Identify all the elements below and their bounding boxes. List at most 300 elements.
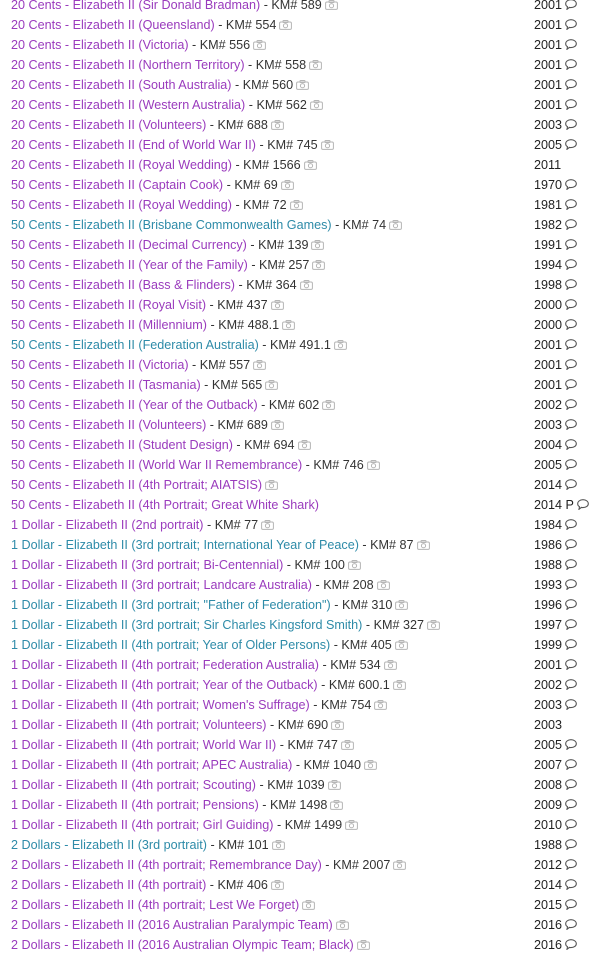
catalog-number: - KM# 491.1 bbox=[258, 338, 331, 352]
coin-title-link[interactable]: 20 Cents - Elizabeth II (Volunteers) bbox=[11, 118, 207, 132]
coin-year-cell bbox=[534, 855, 577, 875]
coin-year-cell bbox=[534, 555, 577, 575]
camera-icon[interactable] bbox=[328, 776, 341, 786]
comment-icon[interactable] bbox=[565, 256, 577, 267]
catalog-number: - KM# 2007 bbox=[321, 858, 391, 872]
coin-entry bbox=[11, 75, 309, 95]
coin-entry bbox=[11, 55, 322, 75]
comment-icon[interactable] bbox=[565, 896, 577, 907]
coin-year-cell bbox=[534, 295, 577, 315]
comment-icon[interactable] bbox=[565, 316, 577, 327]
coin-year-cell bbox=[534, 815, 577, 835]
coin-entry bbox=[11, 715, 344, 735]
camera-icon[interactable] bbox=[309, 56, 322, 66]
coin-year-cell bbox=[534, 195, 577, 215]
coin-year-cell bbox=[534, 735, 577, 755]
coin-title-link[interactable]: 20 Cents - Elizabeth II (Northern Territory) bbox=[11, 58, 245, 72]
comment-icon[interactable] bbox=[565, 576, 577, 587]
coin-title-link[interactable]: 1 Dollar - Elizabeth II (2nd portrait) bbox=[11, 518, 204, 532]
coin-row bbox=[0, 155, 606, 175]
coin-title-link[interactable]: 1 Dollar - Elizabeth II (4th portrait; APEC Australia) bbox=[11, 758, 293, 772]
coin-title-link[interactable]: 1 Dollar - Elizabeth II (4th portrait; Federation Australia) bbox=[11, 658, 319, 672]
coin-title-link[interactable]: 2 Dollars - Elizabeth II (3rd portrait) bbox=[11, 838, 207, 852]
coin-row bbox=[0, 415, 606, 435]
coin-title-link[interactable]: 50 Cents - Elizabeth II (Decimal Currency) bbox=[11, 238, 247, 252]
coin-title-link[interactable]: 20 Cents - Elizabeth II (Queensland) bbox=[11, 18, 215, 32]
coin-year: 1994 bbox=[534, 258, 563, 272]
coin-title-link[interactable]: 50 Cents - Elizabeth II (Millennium) bbox=[11, 318, 207, 332]
camera-icon[interactable] bbox=[334, 336, 347, 346]
coin-title-link[interactable]: 1 Dollar - Elizabeth II (4th portrait; Year of Older Persons) bbox=[11, 638, 331, 652]
coin-row bbox=[0, 935, 606, 955]
coin-entry bbox=[11, 815, 358, 835]
coin-year: 1991 bbox=[534, 238, 563, 252]
camera-icon[interactable] bbox=[393, 856, 406, 866]
coin-entry bbox=[11, 475, 278, 495]
coin-row bbox=[0, 595, 606, 615]
catalog-number: - KM# 1040 bbox=[292, 758, 362, 772]
coin-year-cell bbox=[534, 655, 577, 675]
camera-icon[interactable] bbox=[253, 36, 266, 46]
comment-icon[interactable] bbox=[565, 136, 577, 147]
coin-title-link[interactable]: 50 Cents - Elizabeth II (Bass & Flinders) bbox=[11, 278, 235, 292]
coin-year: 1998 bbox=[534, 278, 563, 292]
coin-title-link[interactable]: 50 Cents - Elizabeth II (Captain Cook) bbox=[11, 178, 224, 192]
coin-year-cell bbox=[534, 35, 577, 55]
camera-icon[interactable] bbox=[330, 796, 343, 806]
coin-year: 1981 bbox=[534, 198, 563, 212]
coin-title-link[interactable]: 1 Dollar - Elizabeth II (3rd portrait; International Year of Peace) bbox=[11, 538, 359, 552]
coin-year-cell bbox=[534, 55, 577, 75]
coin-title-link[interactable]: 1 Dollar - Elizabeth II (4th portrait; Women's Suffrage) bbox=[11, 698, 310, 712]
coin-entry bbox=[11, 675, 406, 695]
coin-year: 1982 bbox=[534, 218, 563, 232]
camera-icon[interactable] bbox=[311, 236, 324, 246]
comment-icon[interactable] bbox=[565, 756, 577, 767]
coin-title-link[interactable]: 50 Cents - Elizabeth II (Royal Visit) bbox=[11, 298, 207, 312]
coin-title-link[interactable]: 50 Cents - Elizabeth II (Volunteers) bbox=[11, 418, 207, 432]
coin-year: 1988 bbox=[534, 558, 563, 572]
comment-icon[interactable] bbox=[565, 596, 577, 607]
comment-icon[interactable] bbox=[565, 676, 577, 687]
camera-icon[interactable] bbox=[279, 16, 292, 26]
coin-year: 2001 bbox=[534, 0, 563, 12]
coin-title-link[interactable]: 20 Cents - Elizabeth II (Western Australia) bbox=[11, 98, 246, 112]
coin-title-link[interactable]: 1 Dollar - Elizabeth II (4th portrait; World War II) bbox=[11, 738, 277, 752]
coin-row bbox=[0, 115, 606, 135]
coin-title-link[interactable]: 2 Dollars - Elizabeth II (4th portrait; Lest We Forget) bbox=[11, 898, 300, 912]
coin-row bbox=[0, 915, 606, 935]
coin-entry bbox=[11, 455, 380, 475]
catalog-number: - KM# 488.1 bbox=[206, 318, 280, 332]
coin-year: 1984 bbox=[534, 518, 563, 532]
coin-year: 2001 bbox=[534, 18, 563, 32]
coin-title-link[interactable]: 50 Cents - Elizabeth II (4th Portrait; AIATSIS) bbox=[11, 478, 263, 492]
catalog-number: - KM# 1499 bbox=[273, 818, 343, 832]
coin-entry bbox=[11, 175, 294, 195]
comment-icon[interactable] bbox=[565, 776, 577, 787]
coin-year-cell bbox=[534, 635, 577, 655]
coin-year: 2005 bbox=[534, 458, 563, 472]
catalog-number: - KM# 327 bbox=[362, 618, 424, 632]
coin-year-cell bbox=[534, 755, 577, 775]
coin-year: 2015 bbox=[534, 898, 563, 912]
coin-year-cell bbox=[534, 475, 577, 495]
camera-icon[interactable] bbox=[296, 76, 309, 86]
coin-row bbox=[0, 895, 606, 915]
coin-title-link[interactable]: 1 Dollar - Elizabeth II (3rd portrait; "Father of Federation") bbox=[11, 598, 331, 612]
catalog-number: - KM# 74 bbox=[331, 218, 387, 232]
coin-title-link[interactable]: 2 Dollars - Elizabeth II (4th portrait) bbox=[11, 878, 207, 892]
camera-icon[interactable] bbox=[384, 656, 397, 666]
coin-year-cell bbox=[534, 0, 577, 15]
camera-icon[interactable] bbox=[282, 316, 295, 326]
coin-year: 1997 bbox=[534, 618, 563, 632]
coin-row bbox=[0, 695, 606, 715]
coin-title-link[interactable]: 1 Dollar - Elizabeth II (3rd portrait; Bi-Centennial) bbox=[11, 558, 284, 572]
catalog-number: - KM# 257 bbox=[247, 258, 310, 272]
coin-title-link[interactable]: 50 Cents - Elizabeth II (4th Portrait; Great White Shark) bbox=[11, 498, 319, 512]
coin-year: 2003 bbox=[534, 418, 563, 432]
coin-year: 2005 bbox=[534, 138, 563, 152]
comment-icon[interactable] bbox=[565, 536, 577, 547]
coin-year-cell bbox=[534, 395, 577, 415]
coin-title-link[interactable]: 50 Cents - Elizabeth II (Tasmania) bbox=[11, 378, 201, 392]
catalog-number: - KM# 565 bbox=[200, 378, 263, 392]
coin-entry bbox=[11, 895, 315, 915]
coin-title-link[interactable]: 1 Dollar - Elizabeth II (4th portrait; Girl Guiding) bbox=[11, 818, 274, 832]
comment-icon[interactable] bbox=[565, 816, 577, 827]
comment-icon[interactable] bbox=[565, 616, 577, 627]
catalog-number: - KM# 1039 bbox=[256, 778, 325, 792]
catalog-number: - KM# 689 bbox=[206, 418, 268, 432]
camera-icon[interactable] bbox=[265, 476, 278, 486]
coin-entry bbox=[11, 135, 334, 155]
coin-title-link[interactable]: 50 Cents - Elizabeth II (Brisbane Commonwealth Games) bbox=[11, 218, 332, 232]
coin-entry bbox=[11, 195, 303, 215]
coin-year-cell bbox=[534, 535, 577, 555]
camera-icon[interactable] bbox=[312, 256, 325, 266]
camera-icon[interactable] bbox=[300, 276, 313, 286]
comment-icon[interactable] bbox=[565, 116, 577, 127]
coin-title-link[interactable]: 1 Dollar - Elizabeth II (4th portrait; Scouting) bbox=[11, 778, 256, 792]
coin-year: 1999 bbox=[534, 638, 563, 652]
camera-icon[interactable] bbox=[271, 296, 284, 306]
comment-icon[interactable] bbox=[565, 916, 577, 927]
comment-icon[interactable] bbox=[565, 76, 577, 87]
camera-icon[interactable] bbox=[367, 456, 380, 466]
coin-row bbox=[0, 435, 606, 455]
camera-icon[interactable] bbox=[325, 0, 338, 6]
comment-icon[interactable] bbox=[565, 436, 577, 447]
camera-icon[interactable] bbox=[321, 136, 334, 146]
coin-year: 2008 bbox=[534, 778, 563, 792]
coin-entry bbox=[11, 795, 343, 815]
coin-row bbox=[0, 235, 606, 255]
coin-entry bbox=[11, 875, 284, 895]
coin-year-cell bbox=[534, 675, 577, 695]
coin-year: 2003 bbox=[534, 698, 563, 712]
coin-year: 1986 bbox=[534, 538, 563, 552]
coin-year: 2000 bbox=[534, 318, 563, 332]
coin-row bbox=[0, 0, 606, 15]
camera-icon[interactable] bbox=[322, 396, 335, 406]
catalog-number: - KM# 554 bbox=[214, 18, 277, 32]
comment-icon[interactable] bbox=[565, 336, 577, 347]
coin-year-cell bbox=[534, 95, 577, 115]
camera-icon[interactable] bbox=[253, 356, 266, 366]
coin-row bbox=[0, 295, 606, 315]
camera-icon[interactable] bbox=[395, 596, 408, 606]
coin-year: 1993 bbox=[534, 578, 563, 592]
comment-icon[interactable] bbox=[565, 276, 577, 287]
coin-year-cell bbox=[534, 315, 577, 335]
catalog-number: - KM# 100 bbox=[283, 558, 345, 572]
coin-title-link[interactable]: 20 Cents - Elizabeth II (South Australia) bbox=[11, 78, 232, 92]
comment-icon[interactable] bbox=[565, 236, 577, 247]
camera-icon[interactable] bbox=[395, 636, 408, 646]
coin-entry bbox=[11, 595, 408, 615]
coin-title-link[interactable]: 2 Dollars - Elizabeth II (2016 Australian Olympic Team; Black) bbox=[11, 938, 354, 952]
camera-icon[interactable] bbox=[345, 816, 358, 826]
coin-entry bbox=[11, 855, 406, 875]
coin-entry bbox=[11, 535, 430, 555]
comment-icon[interactable] bbox=[565, 456, 577, 467]
comment-icon[interactable] bbox=[565, 856, 577, 867]
camera-icon[interactable] bbox=[265, 376, 278, 386]
camera-icon[interactable] bbox=[272, 836, 285, 846]
comment-icon[interactable] bbox=[565, 36, 577, 47]
comment-icon[interactable] bbox=[565, 176, 577, 187]
catalog-number: - KM# 602 bbox=[257, 398, 320, 412]
catalog-number: - KM# 747 bbox=[276, 738, 338, 752]
coin-row bbox=[0, 715, 606, 735]
camera-icon[interactable] bbox=[271, 416, 284, 426]
coin-title-link[interactable]: 1 Dollar - Elizabeth II (3rd portrait; Landcare Australia) bbox=[11, 578, 312, 592]
comment-icon[interactable] bbox=[565, 476, 577, 487]
coin-entry bbox=[11, 555, 361, 575]
catalog-number: - KM# 87 bbox=[358, 538, 414, 552]
coin-year: 1996 bbox=[534, 598, 563, 612]
coin-year-cell bbox=[534, 75, 577, 95]
coin-title-link[interactable]: 1 Dollar - Elizabeth II (4th portrait; Pensions) bbox=[11, 798, 259, 812]
catalog-number: - KM# 1566 bbox=[231, 158, 301, 172]
coin-entry bbox=[11, 335, 347, 355]
coin-row bbox=[0, 735, 606, 755]
coin-title-link[interactable]: 1 Dollar - Elizabeth II (3rd portrait; Sir Charles Kingsford Smith) bbox=[11, 618, 363, 632]
coin-title-link[interactable]: 50 Cents - Elizabeth II (Year of the Outback) bbox=[11, 398, 258, 412]
coin-entry bbox=[11, 315, 295, 335]
coin-entry bbox=[11, 355, 266, 375]
coin-year: 2003 bbox=[534, 118, 563, 132]
coin-entry bbox=[11, 635, 408, 655]
camera-icon[interactable] bbox=[261, 516, 274, 526]
camera-icon[interactable] bbox=[374, 696, 387, 706]
coin-year-cell bbox=[534, 275, 577, 295]
coin-year: 2001 bbox=[534, 338, 563, 352]
comment-icon[interactable] bbox=[577, 496, 589, 507]
coin-row bbox=[0, 95, 606, 115]
coin-row bbox=[0, 175, 606, 195]
comment-icon[interactable] bbox=[565, 56, 577, 67]
catalog-number: - KM# 694 bbox=[232, 438, 295, 452]
camera-icon[interactable] bbox=[304, 156, 317, 166]
coin-year: 2003 bbox=[534, 718, 563, 732]
comment-icon[interactable] bbox=[565, 516, 577, 527]
comment-icon[interactable] bbox=[565, 356, 577, 367]
camera-icon[interactable] bbox=[348, 556, 361, 566]
coin-row bbox=[0, 215, 606, 235]
catalog-number: - KM# 745 bbox=[255, 138, 318, 152]
comment-icon[interactable] bbox=[565, 936, 577, 947]
coin-year-cell bbox=[534, 695, 577, 715]
comment-icon[interactable] bbox=[565, 656, 577, 667]
catalog-number: - KM# 310 bbox=[330, 598, 393, 612]
coin-entry bbox=[11, 615, 440, 635]
coin-entry bbox=[11, 95, 323, 115]
coin-year-cell bbox=[534, 235, 577, 255]
coin-year-cell bbox=[534, 255, 577, 275]
comment-icon[interactable] bbox=[565, 556, 577, 567]
coin-entry bbox=[11, 935, 370, 955]
camera-icon[interactable] bbox=[393, 676, 406, 686]
coin-year-cell bbox=[534, 175, 577, 195]
coin-year: 2002 bbox=[534, 398, 563, 412]
coin-title-link[interactable]: 20 Cents - Elizabeth II (Royal Wedding) bbox=[11, 158, 232, 172]
coin-entry bbox=[11, 775, 341, 795]
coin-year: 2014 bbox=[534, 478, 563, 492]
coin-entry bbox=[11, 35, 266, 55]
coin-year-cell bbox=[534, 495, 589, 515]
camera-icon[interactable] bbox=[310, 96, 323, 106]
coin-title-link[interactable]: 20 Cents - Elizabeth II (End of World War II) bbox=[11, 138, 256, 152]
coin-row bbox=[0, 395, 606, 415]
coin-year-cell bbox=[534, 835, 577, 855]
catalog-number: - KM# 746 bbox=[302, 458, 364, 472]
comment-icon[interactable] bbox=[565, 0, 577, 7]
coin-row bbox=[0, 855, 606, 875]
coin-title-link[interactable]: 50 Cents - Elizabeth II (World War II Remembrance) bbox=[11, 458, 303, 472]
comment-icon[interactable] bbox=[565, 696, 577, 707]
comment-icon[interactable] bbox=[565, 16, 577, 27]
camera-icon[interactable] bbox=[271, 116, 284, 126]
coin-title-link[interactable]: 50 Cents - Elizabeth II (Federation Australia) bbox=[11, 338, 259, 352]
coin-year-cell bbox=[534, 135, 577, 155]
coin-title-link[interactable]: 50 Cents - Elizabeth II (Year of the Family) bbox=[11, 258, 248, 272]
coin-year: 1970 bbox=[534, 178, 563, 192]
coin-year: 2001 bbox=[534, 658, 563, 672]
comment-icon[interactable] bbox=[565, 376, 577, 387]
camera-icon[interactable] bbox=[298, 436, 311, 446]
comment-icon[interactable] bbox=[565, 636, 577, 647]
comment-icon[interactable] bbox=[565, 836, 577, 847]
coin-entry bbox=[11, 15, 292, 35]
comment-icon[interactable] bbox=[565, 96, 577, 107]
coin-entry bbox=[11, 835, 285, 855]
catalog-number: - KM# 437 bbox=[206, 298, 268, 312]
coin-year: 2000 bbox=[534, 298, 563, 312]
comment-icon[interactable] bbox=[565, 876, 577, 887]
coin-year: 2002 bbox=[534, 678, 563, 692]
coin-year-cell bbox=[534, 575, 577, 595]
coin-year: 2004 bbox=[534, 438, 563, 452]
coin-entry bbox=[11, 495, 319, 515]
camera-icon[interactable] bbox=[271, 876, 284, 886]
catalog-number: - KM# 557 bbox=[188, 358, 251, 372]
coin-year: 2016 bbox=[534, 918, 563, 932]
coin-row bbox=[0, 795, 606, 815]
coin-title-link[interactable]: 1 Dollar - Elizabeth II (4th portrait; Volunteers) bbox=[11, 718, 267, 732]
camera-icon[interactable] bbox=[427, 616, 440, 626]
comment-icon[interactable] bbox=[565, 196, 577, 207]
coin-title-link[interactable]: 1 Dollar - Elizabeth II (4th portrait; Year of the Outback) bbox=[11, 678, 318, 692]
coin-year: 2005 bbox=[534, 738, 563, 752]
coin-row bbox=[0, 455, 606, 475]
coin-row bbox=[0, 315, 606, 335]
catalog-number: - KM# 1498 bbox=[258, 798, 328, 812]
coin-entry bbox=[11, 155, 317, 175]
coin-row bbox=[0, 55, 606, 75]
coin-title-link[interactable]: 20 Cents - Elizabeth II (Sir Donald Bradman) bbox=[11, 0, 261, 12]
coin-entry bbox=[11, 415, 284, 435]
coin-year: 2001 bbox=[534, 38, 563, 52]
comment-icon[interactable] bbox=[565, 216, 577, 227]
coin-row bbox=[0, 255, 606, 275]
coin-entry bbox=[11, 375, 278, 395]
camera-icon[interactable] bbox=[290, 196, 303, 206]
catalog-number: - KM# 72 bbox=[231, 198, 287, 212]
coin-year-cell bbox=[534, 435, 577, 455]
camera-icon[interactable] bbox=[377, 576, 390, 586]
camera-icon[interactable] bbox=[281, 176, 294, 186]
coin-row bbox=[0, 635, 606, 655]
comment-icon[interactable] bbox=[565, 736, 577, 747]
camera-icon[interactable] bbox=[389, 216, 402, 226]
coin-entry bbox=[11, 255, 325, 275]
coin-title-link[interactable]: 20 Cents - Elizabeth II (Victoria) bbox=[11, 38, 189, 52]
catalog-number: - KM# 534 bbox=[319, 658, 381, 672]
coin-year-cell bbox=[534, 415, 577, 435]
comment-icon[interactable] bbox=[565, 416, 577, 427]
camera-icon[interactable] bbox=[341, 736, 354, 746]
coin-title-link[interactable]: 50 Cents - Elizabeth II (Royal Wedding) bbox=[11, 198, 232, 212]
comment-icon[interactable] bbox=[565, 296, 577, 307]
coin-entry bbox=[11, 215, 402, 235]
comment-icon[interactable] bbox=[565, 796, 577, 807]
coin-row bbox=[0, 355, 606, 375]
coin-title-link[interactable]: 2 Dollars - Elizabeth II (4th portrait; Remembrance Day) bbox=[11, 858, 322, 872]
coin-entry bbox=[11, 915, 349, 935]
camera-icon[interactable] bbox=[331, 716, 344, 726]
coin-title-link[interactable]: 50 Cents - Elizabeth II (Student Design) bbox=[11, 438, 233, 452]
coin-year-cell bbox=[534, 455, 577, 475]
coin-row bbox=[0, 335, 606, 355]
coin-entry bbox=[11, 655, 397, 675]
coin-title-link[interactable]: 50 Cents - Elizabeth II (Victoria) bbox=[11, 358, 189, 372]
coin-year: 2007 bbox=[534, 758, 563, 772]
camera-icon[interactable] bbox=[364, 756, 377, 766]
catalog-number: - KM# 690 bbox=[266, 718, 329, 732]
coin-row bbox=[0, 275, 606, 295]
coin-year: 2012 bbox=[534, 858, 563, 872]
comment-icon[interactable] bbox=[565, 396, 577, 407]
coin-entry bbox=[11, 275, 313, 295]
camera-icon[interactable] bbox=[302, 896, 315, 906]
camera-icon[interactable] bbox=[417, 536, 430, 546]
coin-row bbox=[0, 515, 606, 535]
camera-icon[interactable] bbox=[336, 916, 349, 926]
coin-title-link[interactable]: 2 Dollars - Elizabeth II (2016 Australian Paralympic Team) bbox=[11, 918, 333, 932]
